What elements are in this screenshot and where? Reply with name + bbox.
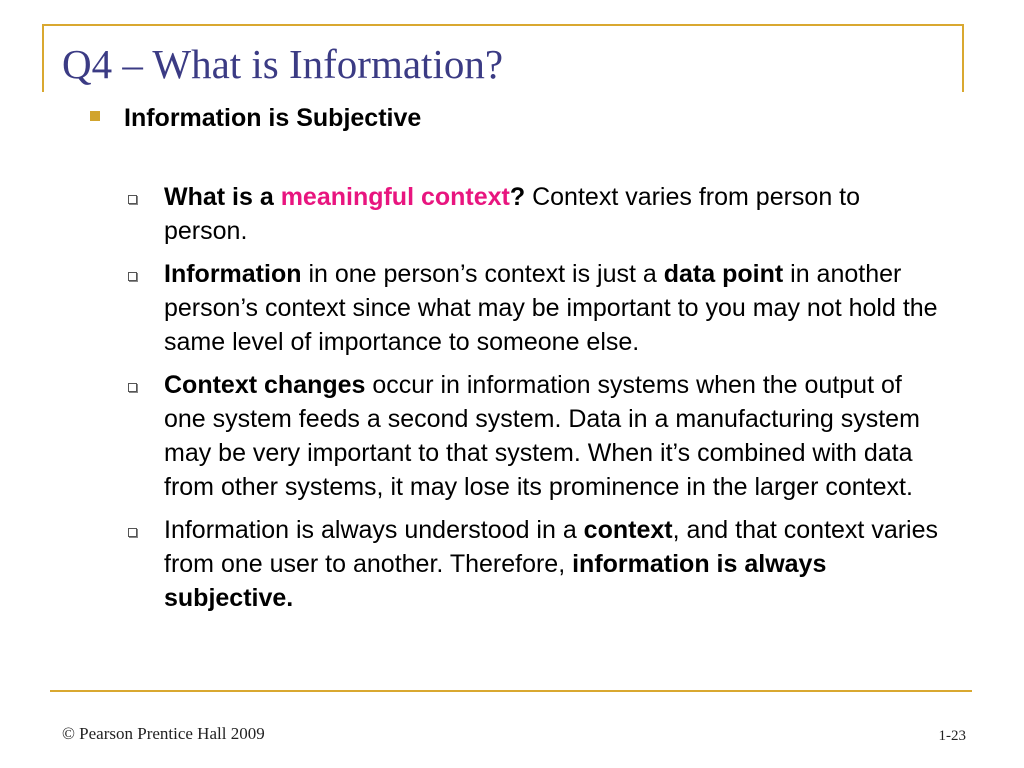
sub-bullet-text: , and that context varies from one user to another. Therefore,	[164, 516, 939, 578]
sub-bullet-item	[128, 368, 943, 504]
slide-title: Q4 – What is Information?	[62, 41, 504, 87]
hollow-square-bullet-icon	[128, 272, 137, 281]
sub-bullet-bold: data point	[663, 260, 784, 288]
copyright-text: © Pearson Prentice Hall 2009	[62, 724, 265, 743]
sub-bullet-text: occur in information systems when the output of one system feeds a second system. Data in a manufacturing system may be very important to that system. When it’s combined with data from other systems, it may lose its prominence in the larger context.	[164, 371, 920, 501]
hollow-square-bullet-icon	[128, 528, 137, 537]
sub-bullet-highlight: meaningful context	[280, 183, 510, 211]
hollow-square-bullet-icon	[128, 383, 137, 392]
sub-bullet-text: in one person’s context is just a	[301, 260, 664, 288]
sub-bullet-text: in another person’s context since what may be important to you may not hold the same level of importance to someone else.	[164, 260, 938, 356]
page-number: 1-23	[938, 728, 966, 744]
sub-bullet-item	[128, 180, 943, 248]
footer-divider	[50, 690, 972, 692]
left-frame-line	[42, 24, 44, 92]
sub-bullet-bold: What is a	[164, 183, 281, 211]
main-bullet-text: Information is Subjective	[124, 104, 422, 132]
sub-bullet-text: Information is always understood in a	[164, 516, 584, 544]
sub-bullet-bold: context	[583, 516, 673, 544]
hollow-square-bullet-icon	[128, 195, 137, 204]
sub-bullet-text: Context varies from person to person.	[164, 183, 861, 245]
sub-bullet-list	[128, 180, 943, 624]
sub-bullet-bold: ?	[509, 183, 526, 211]
top-frame-line	[42, 24, 964, 26]
sub-bullet-item	[128, 513, 943, 615]
square-bullet-icon	[90, 111, 100, 121]
sub-bullet-item	[128, 257, 943, 359]
sub-bullet-bold: information is always subjective.	[164, 550, 827, 612]
sub-bullet-bold: Context changes	[164, 371, 366, 399]
sub-bullet-bold: Information	[164, 260, 302, 288]
right-frame-line	[962, 24, 964, 92]
